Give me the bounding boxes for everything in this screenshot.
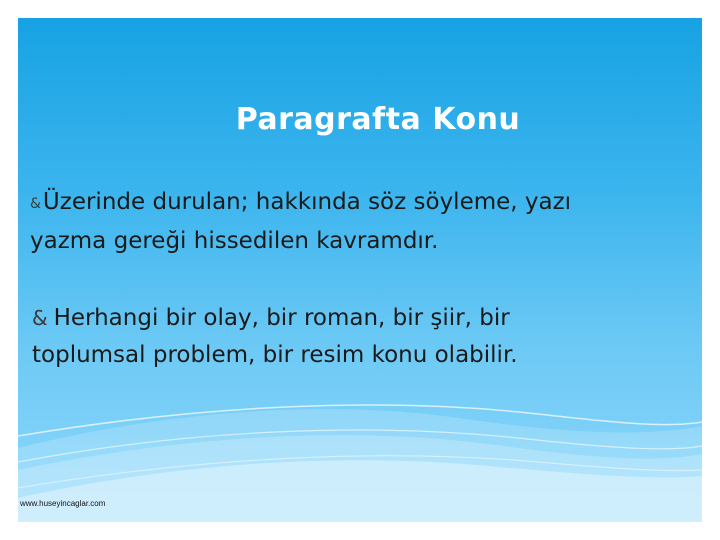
bullet-text-line: Herhangi bir olay, bir roman, bir şiir, bir xyxy=(53,305,510,331)
bullet-text-line: Üzerinde durulan; hakkında söz söyleme, yazı xyxy=(42,189,572,215)
bullet-marker-icon: & xyxy=(32,306,48,330)
bullet-item-definition xyxy=(30,184,690,260)
slide-background xyxy=(18,18,702,522)
bullet-text-line: toplumsal problem, bir resim konu olabilir. xyxy=(32,342,518,368)
bullet-item-examples xyxy=(32,300,692,374)
slide-title: Paragrafta Konu xyxy=(235,102,521,137)
wave-decoration xyxy=(18,18,702,522)
footer-website: www.huseyincaglar.com xyxy=(20,499,106,508)
bullet-marker-icon: & xyxy=(30,196,41,212)
bullet-text-line: yazma gereği hissedilen kavramdır. xyxy=(30,228,439,254)
